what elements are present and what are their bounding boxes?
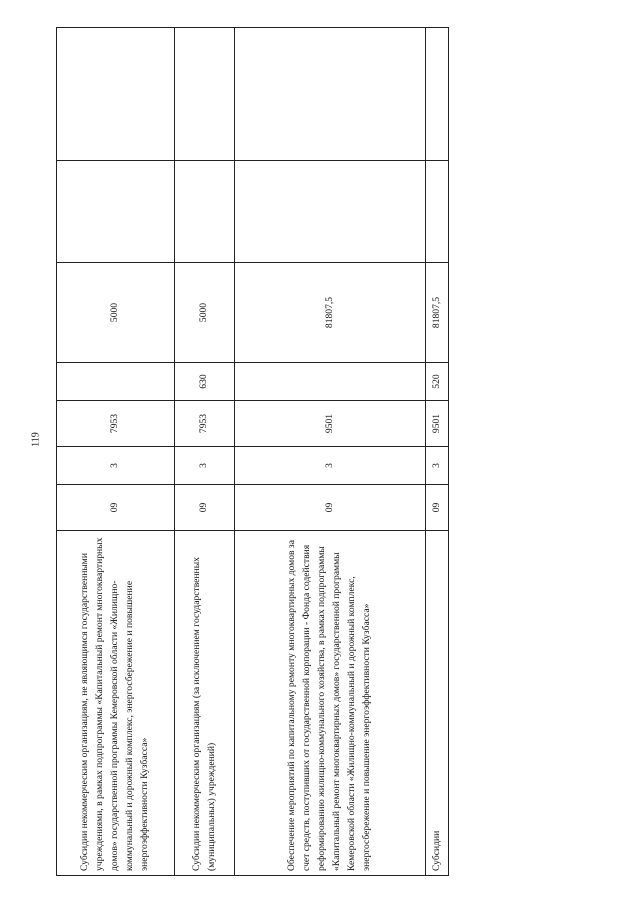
- amount-col-2: [175, 161, 235, 263]
- expense-type-code: 520: [426, 363, 449, 401]
- target-item-code: 7953: [57, 401, 175, 447]
- rotated-table-container: [56, 28, 456, 876]
- section-code: 09: [235, 485, 426, 531]
- subsection-code: 3: [235, 447, 426, 485]
- target-item-code: 9501: [235, 401, 426, 447]
- amount-col-3: [175, 28, 235, 161]
- subsection-code: 3: [426, 447, 449, 485]
- amount: 5000: [57, 263, 175, 363]
- amount-col-2: [426, 161, 449, 263]
- table-row: [426, 28, 449, 876]
- amount-col-3: [57, 28, 175, 161]
- section-code: 09: [57, 485, 175, 531]
- page-number: 119: [30, 432, 42, 447]
- row-description: Субсидии: [426, 531, 449, 876]
- expense-type-code: [235, 363, 426, 401]
- table-row: [175, 28, 235, 876]
- expense-type-code: 630: [175, 363, 235, 401]
- row-description: Субсидии некоммерческим организациям (за исключением государственных (муниципальных) учреждений): [175, 531, 235, 876]
- section-code: 09: [426, 485, 449, 531]
- section-code: 09: [175, 485, 235, 531]
- amount-col-2: [235, 161, 426, 263]
- target-item-code: 7953: [175, 401, 235, 447]
- amount: 81807,5: [426, 263, 449, 363]
- subsection-code: 3: [175, 447, 235, 485]
- amount-col-2: [57, 161, 175, 263]
- subsection-code: 3: [57, 447, 175, 485]
- amount-col-3: [426, 28, 449, 161]
- target-item-code: 9501: [426, 401, 449, 447]
- amount: 81807,5: [235, 263, 426, 363]
- expense-type-code: [57, 363, 175, 401]
- table-row: [235, 28, 426, 876]
- table-row: [57, 28, 175, 876]
- row-description: Обеспечение мероприятий по капитальному ремонту многоквартирных домов за счет средств, поступивших от государственной корпорации - Фонда содействия реформированию жилищно-коммунального хозяйства, в рамках подпрограммы «Капитальный ремонт многоквартирных домов» государственной программы Кемеровской области «Жилищно-коммунальный и дорожный комплекс, энергосбережение и повышение энергоэффективности Кузбасса»: [235, 531, 426, 876]
- amount-col-3: [235, 28, 426, 161]
- row-description: Субсидии некоммерческим организациям, не являющимся государственными учреждениями, в рамках подпрограммы «Капитальный ремонт многоквартирных домов» государственной программы Кемеровской области «Жилищно-коммунальный и дорожный комплекс, энергосбережение и повышение энергоэффективности Кузбасса»: [57, 531, 175, 876]
- amount: 5000: [175, 263, 235, 363]
- budget-table: [56, 27, 449, 876]
